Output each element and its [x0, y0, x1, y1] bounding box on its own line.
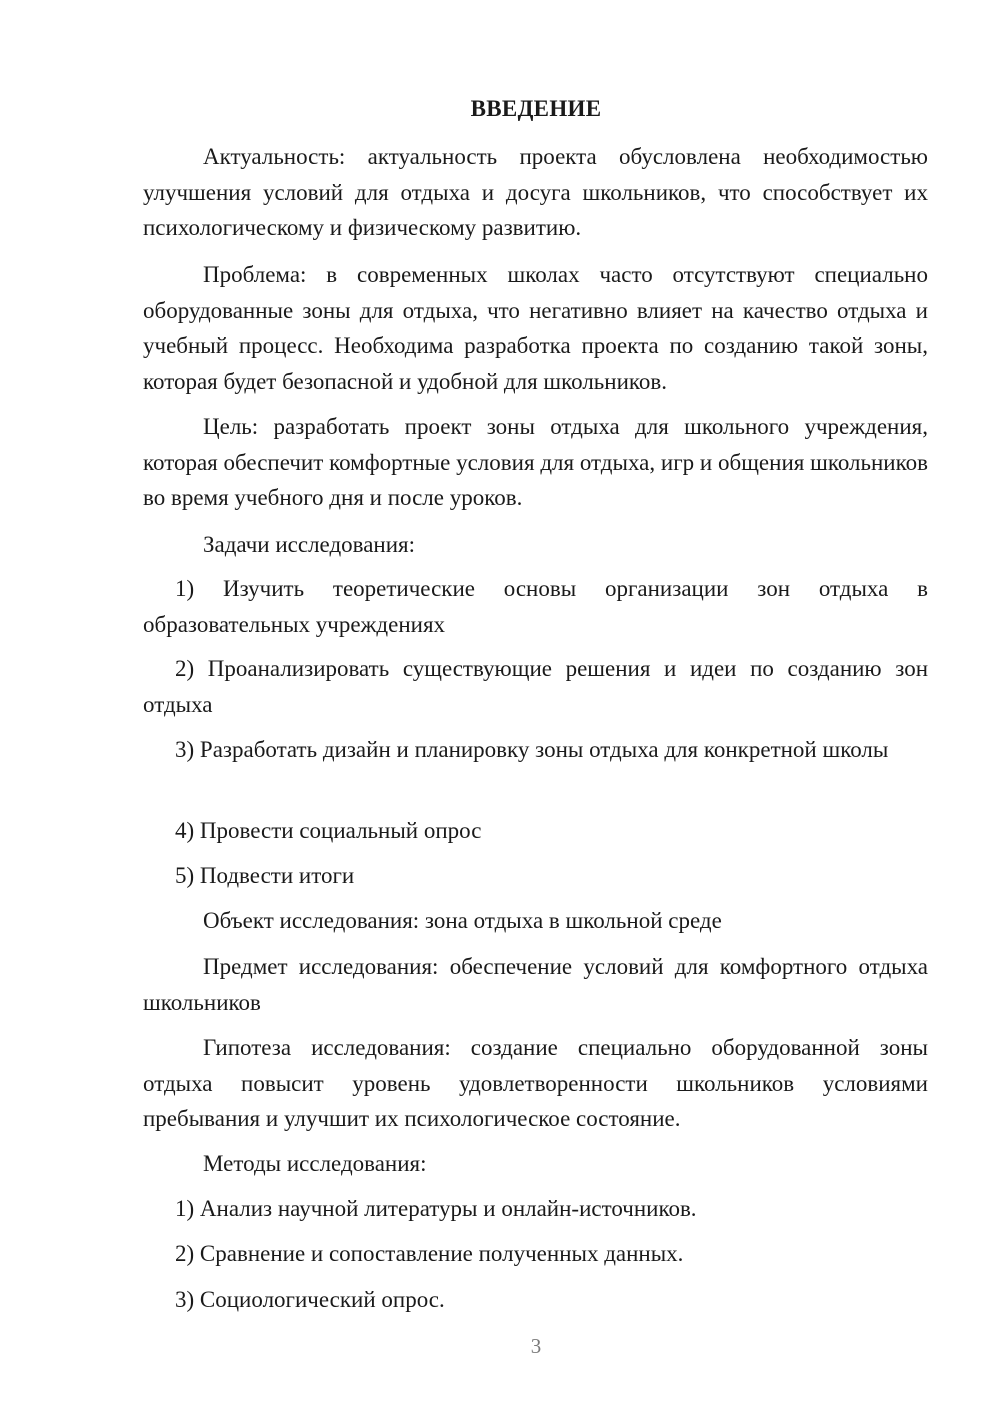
object-paragraph: Объект исследования: зона отдыха в школьной среде	[203, 908, 722, 933]
task-item-2: 2) Проанализировать существующие решения и идеи по созданию зон отдыха	[143, 656, 928, 717]
task-item-5: 5) Подвести итоги	[175, 863, 355, 888]
task-item-3: 3) Разработать дизайн и планировку зоны отдыха для конкретной школы	[175, 737, 889, 762]
page-title: ВВЕДЕНИЕ	[470, 96, 602, 121]
page-number: 3	[530, 1334, 542, 1358]
task-item-4: 4) Провести социальный опрос	[175, 818, 482, 843]
method-item-1: 1) Анализ научной литературы и онлайн-источников.	[175, 1196, 697, 1221]
hypothesis-paragraph: Гипотеза исследования: создание специально оборудованной зоны отдыха повысит уровень удовлетворенности школьников условиями пребывания и улучшит их психологическое состояние.	[143, 1035, 928, 1131]
method-item-3: 3) Социологический опрос.	[175, 1287, 445, 1312]
subject-paragraph: Предмет исследования: обеспечение условий для комфортного отдыха школьников	[143, 954, 928, 1015]
method-item-2: 2) Сравнение и сопоставление полученных данных.	[175, 1241, 684, 1266]
task-item-1: 1) Изучить теоретические основы организации зон отдыха в образовательных учреждениях	[143, 576, 928, 637]
tasks-heading: Задачи исследования:	[203, 532, 416, 557]
methods-heading: Методы исследования:	[203, 1151, 427, 1176]
relevance-paragraph: Актуальность: актуальность проекта обусловлена необходимостью улучшения условий для отдыха и досуга школьников, что способствует их психологическому и физическому развитию.	[143, 144, 928, 240]
goal-paragraph: Цель: разработать проект зоны отдыха для школьного учреждения, которая обеспечит комфортные условия для отдыха, игр и общения школьников во время учебного дня и после уроков.	[143, 414, 928, 510]
problem-paragraph: Проблема: в современных школах часто отсутствуют специально оборудованные зоны для отдыха, что негативно влияет на качество отдыха и учебный процесс. Необходима разработка проекта по созданию такой зоны, которая будет безопасной и удобной для школьников.	[143, 262, 928, 394]
